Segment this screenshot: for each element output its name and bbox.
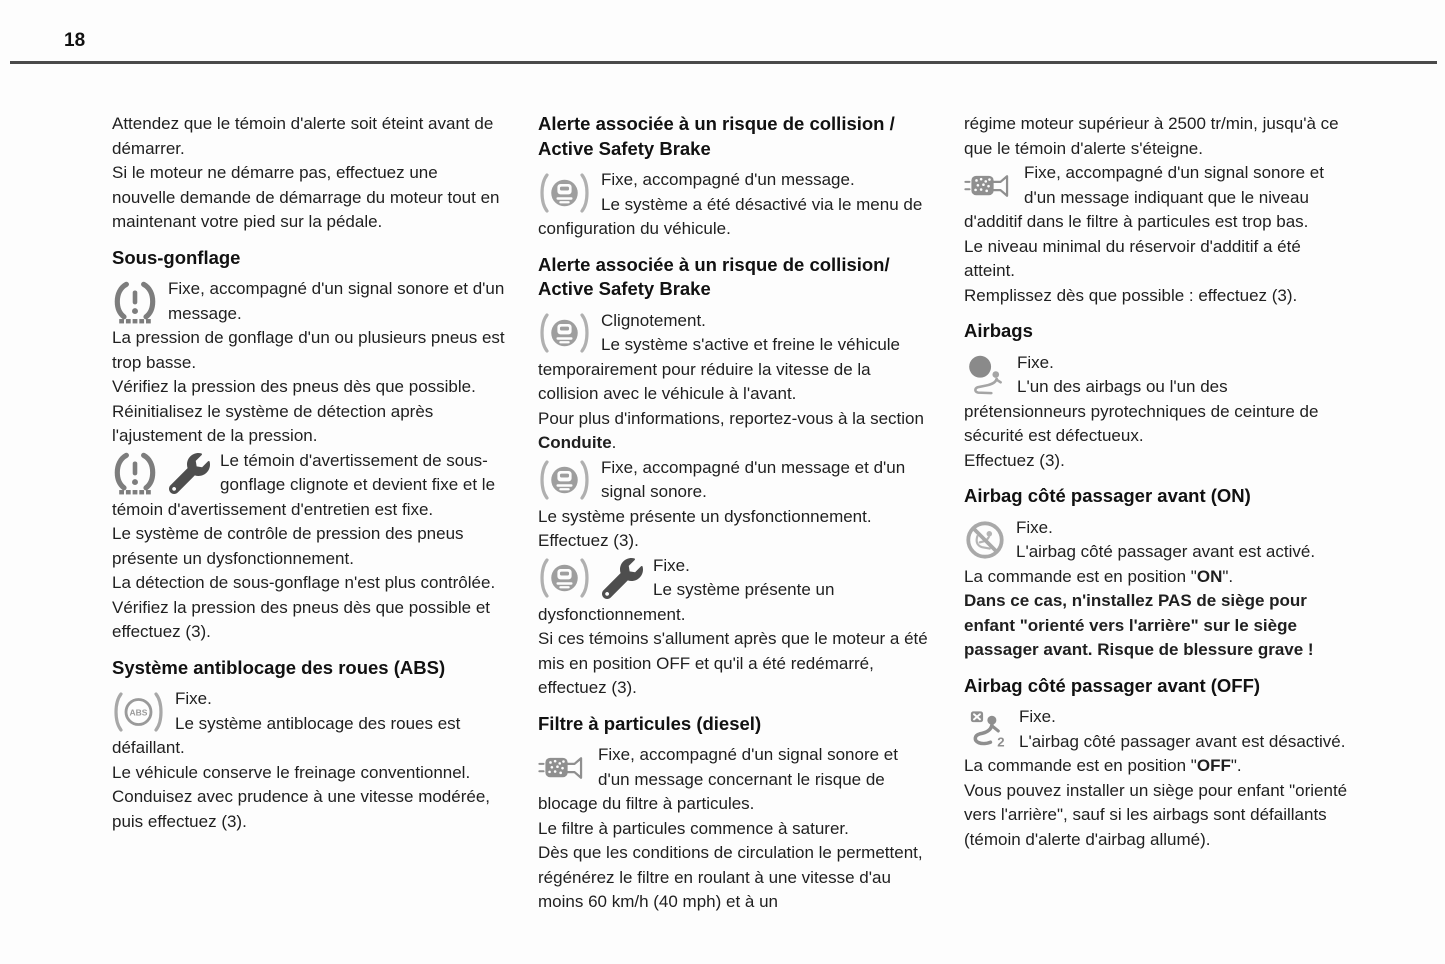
active-safety-brake-icon — [538, 172, 591, 214]
text-run: La commande est en position " — [964, 756, 1197, 775]
abs-warning-icon — [112, 691, 165, 733]
indicator-entry — [964, 161, 1350, 235]
tpms-warning-icon — [112, 280, 158, 324]
particulate-filter-icon — [964, 171, 1014, 201]
text-run: ". — [1230, 756, 1242, 775]
indicator-icon-group — [538, 310, 591, 357]
paragraph — [112, 400, 505, 449]
text-run: Le véhicule conserve le freinage conventionnel. — [112, 762, 471, 782]
text-run: Vous pouvez installer un siège pour enfant "orienté vers l'arrière", sauf si les airbags sont défaillants (témoin d'alerte d'airbag allumé). — [964, 780, 1348, 849]
paragraph — [964, 112, 1350, 161]
text-run: Système antiblocage des roues (ABS) — [112, 656, 446, 678]
active-safety-brake-icon — [538, 459, 591, 501]
indicator-entry — [964, 516, 1350, 565]
text-column — [112, 112, 505, 915]
text-run: L'airbag côté passager avant est activé. — [1016, 542, 1316, 561]
text-run: La pression de gonflage d'un ou plusieurs pneus est trop basse. — [112, 328, 505, 372]
text-column — [964, 112, 1350, 915]
text-run: Le filtre à particules commence à saturer. — [538, 818, 849, 838]
text-run: régime moteur supérieur à 2500 tr/min, jusqu'à ce que le témoin d'alerte s'éteigne. — [964, 114, 1339, 158]
paragraph — [538, 627, 931, 701]
text-run: . — [611, 433, 617, 452]
indicator-entry — [112, 449, 505, 523]
indicator-icon-group — [538, 744, 588, 791]
particulate-filter-icon — [538, 753, 588, 783]
text-run: Si ces témoins s'allument après que le moteur a été mis en position OFF et qu'il a été redémarré, effectuez (3). — [538, 629, 928, 697]
text-run: Alerte associée à un risque de collision/ — [538, 253, 890, 275]
text-run: Airbag côté passager avant (ON) — [964, 485, 1251, 506]
text-run: Vérifiez la pression des pneus dès que possible et effectuez (3). — [112, 597, 491, 641]
indicator-icon-group — [964, 352, 1007, 399]
airbag-warning-icon — [964, 354, 1007, 397]
text-run: Active Safety Brake — [538, 137, 711, 159]
text-run: Fixe, accompagné d'un message et d'un signal sonore. — [601, 457, 906, 501]
indicator-icon-group — [112, 450, 210, 497]
text-run: Le système de contrôle de pression des pneus présente un dysfonctionnement. — [112, 524, 464, 568]
text-run: Dans ce cas, n'installez PAS de siège pour enfant "orienté vers l'arrière" sur le siège passager avant. Risque de blessure grave ! — [964, 591, 1314, 659]
text-run: La commande est en position " — [964, 566, 1197, 586]
section-heading — [964, 674, 1350, 699]
text-run: Fixe. — [175, 689, 212, 708]
section-heading — [538, 712, 931, 737]
section-heading — [112, 246, 505, 271]
paragraph — [112, 375, 505, 400]
paragraph — [112, 687, 505, 712]
paragraph — [964, 730, 1350, 755]
paragraph — [538, 193, 931, 242]
section-heading — [538, 253, 931, 302]
indicator-icon-group — [538, 457, 591, 504]
text-run: Airbags — [964, 320, 1033, 341]
paragraph — [538, 505, 931, 530]
text-run: Fixe, accompagné d'un message. — [601, 170, 855, 189]
text-run: Filtre à particules (diesel) — [538, 712, 762, 734]
indicator-entry — [538, 168, 931, 242]
text-run: Le système antiblocage des roues est défaillant. — [112, 713, 461, 757]
paragraph — [538, 456, 931, 505]
text-run: Clignotement. — [601, 310, 706, 330]
paragraph — [538, 817, 931, 842]
indicator-icon-group — [538, 555, 643, 602]
paragraph — [964, 565, 1350, 590]
paragraph — [538, 407, 931, 456]
paragraph — [112, 761, 505, 786]
paragraph — [112, 785, 505, 834]
text-column — [538, 112, 931, 915]
indicator-icon-group — [112, 278, 158, 325]
text-run: ". — [1222, 566, 1234, 586]
indicator-icon-group — [112, 688, 165, 735]
text-run: Alerte associée à un risque de collision / — [538, 113, 895, 134]
section-heading — [112, 656, 505, 681]
header-divider — [10, 61, 1437, 64]
text-run: Fixe. — [653, 555, 690, 575]
text-run: Fixe, accompagné d'un signal sonore et d'un message concernant le risque de blocage du filtre à particules. — [538, 745, 898, 813]
active-safety-brake-icon — [538, 312, 591, 354]
passenger-airbag-off-icon — [964, 708, 1009, 751]
page-number: 18 — [64, 30, 86, 51]
emphasized-text: OFF — [1196, 756, 1231, 775]
text-run: Attendez que le témoin d'alerte soit éteint avant de démarrer. — [112, 114, 494, 158]
paragraph — [964, 779, 1350, 853]
paragraph — [538, 168, 931, 193]
paragraph — [112, 522, 505, 571]
text-run: Le système a été désactivé via le menu de configuration du véhicule. — [538, 194, 923, 238]
paragraph — [964, 449, 1350, 474]
indicator-entry — [538, 743, 931, 817]
text-run: Réinitialisez le système de détection après l'ajustement de la pression. — [112, 401, 434, 445]
passenger-airbag-on-icon — [964, 519, 1006, 561]
paragraph — [964, 516, 1350, 541]
paragraph — [964, 235, 1350, 284]
text-run: Fixe. — [1019, 707, 1056, 726]
tpms-warning-icon — [112, 451, 158, 495]
paragraph — [112, 596, 505, 645]
text-run: Le système s'active et freine le véhicule temporairement pour réduire la vitesse de la collision avec le véhicule à l'avant. — [538, 335, 901, 403]
emphasized-text: Conduite — [538, 433, 612, 452]
paragraph — [964, 540, 1350, 565]
paragraph — [538, 743, 931, 817]
paragraph — [112, 277, 505, 326]
text-run: Fixe. — [1017, 352, 1054, 372]
emphasized-text: ON — [1196, 566, 1223, 586]
paragraph — [964, 375, 1350, 449]
text-run: Le système présente un dysfonctionnement. — [538, 580, 835, 624]
text-run: Conduisez avec prudence à une vitesse modérée, puis effectuez (3). — [112, 787, 491, 831]
paragraph — [964, 754, 1350, 779]
active-safety-brake-icon — [538, 557, 591, 599]
indicator-entry — [538, 309, 931, 407]
paragraph — [112, 326, 505, 375]
text-run: Le témoin d'avertissement de sous-gonflage clignote et devient fixe et le témoin d'avertissement d'entretien est fixe. — [112, 450, 496, 519]
text-run: Fixe, accompagné d'un signal sonore et d'un message. — [168, 279, 505, 323]
text-run: Sous-gonflage — [112, 246, 241, 268]
paragraph — [964, 589, 1350, 663]
section-heading — [964, 319, 1350, 344]
paragraph — [964, 284, 1350, 309]
paragraph — [964, 705, 1350, 730]
text-run: Le niveau minimal du réservoir d'additif a été atteint. — [964, 236, 1301, 280]
paragraph — [538, 309, 931, 334]
text-run: Effectuez (3). — [538, 531, 639, 550]
text-run: La détection de sous-gonflage n'est plus contrôlée. — [112, 573, 496, 592]
text-run: Si le moteur ne démarre pas, effectuez une nouvelle demande de démarrage du moteur tout en maintenant votre pied sur la pédale. — [112, 163, 500, 231]
paragraph — [964, 351, 1350, 376]
paragraph — [112, 571, 505, 596]
paragraph — [112, 161, 505, 235]
paragraph — [538, 333, 931, 407]
paragraph — [112, 712, 505, 761]
paragraph — [538, 529, 931, 554]
service-wrench-icon — [169, 453, 210, 494]
text-run: Vérifiez la pression des pneus dès que possible. — [112, 377, 476, 396]
paragraph — [112, 112, 505, 161]
paragraph — [538, 841, 931, 915]
section-heading — [538, 112, 931, 161]
indicator-icon-group — [964, 162, 1014, 209]
text-run: L'un des airbags ou l'un des prétensionneurs pyrotechniques de ceinture de sécurité est défectueux. — [964, 377, 1319, 445]
section-heading — [964, 484, 1350, 509]
manual-page-body — [112, 112, 1350, 915]
text-run: Effectuez (3). — [964, 450, 1065, 470]
indicator-entry — [964, 351, 1350, 449]
indicator-entry — [112, 277, 505, 326]
indicator-entry — [538, 456, 931, 505]
text-run: Fixe. — [1016, 517, 1053, 537]
text-run: Airbag côté passager avant (OFF) — [964, 674, 1261, 696]
indicator-icon-group — [964, 517, 1006, 564]
indicator-icon-group — [538, 169, 591, 216]
paragraph — [964, 161, 1350, 235]
text-run: Active Safety Brake — [538, 278, 711, 299]
indicator-entry — [112, 687, 505, 761]
text-run: Le système présente un dysfonctionnement. — [538, 506, 872, 526]
text-run: Dès que les conditions de circulation le permettent, régénérez le filtre en roulant à une vitesse d'au moins 60 km/h (40 mph) et à un — [538, 843, 923, 911]
service-wrench-icon — [602, 558, 643, 599]
text-run: L'airbag côté passager avant est désactivé. — [1019, 731, 1346, 751]
text-run: Fixe, accompagné d'un signal sonore et d'un message indiquant que le niveau d'additif dans le filtre à particules est trop bas. — [964, 163, 1324, 231]
indicator-icon-group — [964, 706, 1009, 753]
text-run: Remplissez dès que possible : effectuez (3). — [964, 285, 1298, 305]
indicator-entry — [964, 705, 1350, 754]
text-run: Pour plus d'informations, reportez-vous à la section — [538, 408, 924, 428]
indicator-entry — [538, 554, 931, 628]
